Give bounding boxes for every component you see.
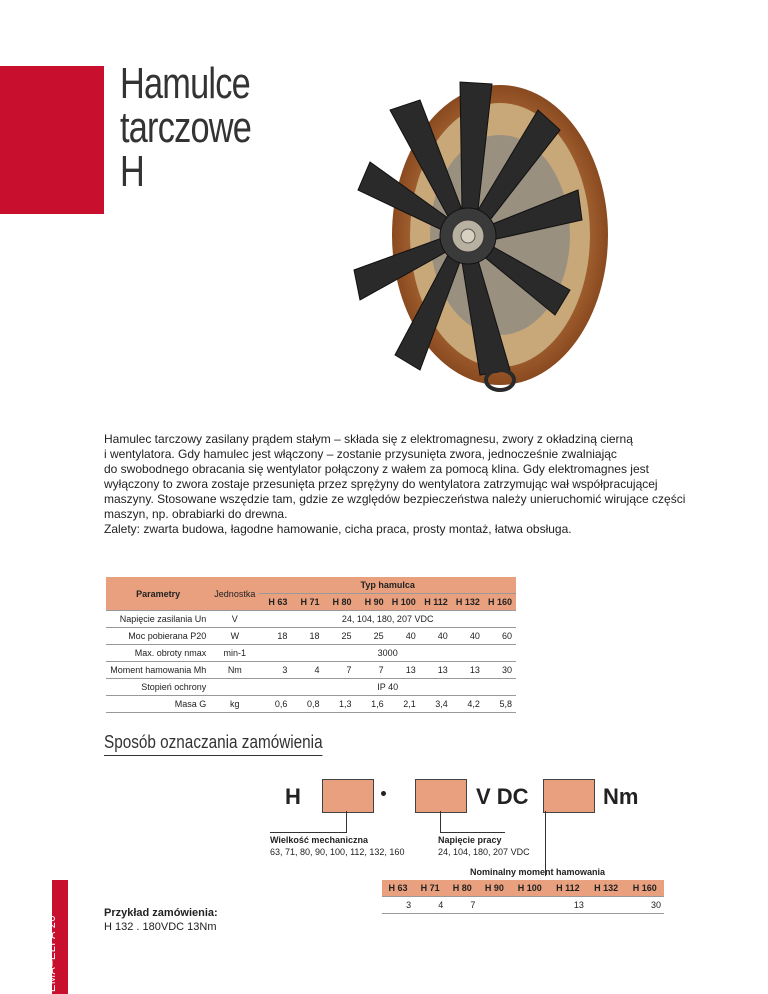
cell-value: 7	[324, 662, 356, 679]
torque-value	[510, 897, 549, 914]
code-prefix: H	[285, 784, 301, 809]
size-values: 63, 71, 80, 90, 100, 112, 132, 160	[270, 847, 405, 857]
torque-header-row	[382, 880, 664, 897]
cell-value: 13	[388, 662, 420, 679]
intro-line: Zalety: zwarta budowa, łagodne hamowanie, cicha praca, prosty montaż, łatwa obsługa.	[104, 522, 572, 536]
table-row	[106, 679, 516, 696]
size-label: Wielkość mechaniczna	[270, 835, 368, 845]
size-code-box	[322, 779, 374, 813]
type-header: H 63	[259, 594, 291, 611]
row-unit: W	[210, 628, 259, 645]
torque-value: 7	[446, 897, 478, 914]
intro-line: maszyn, np. obrabiarki do drewna.	[104, 507, 288, 521]
torque-value: 4	[414, 897, 446, 914]
cell-value: 0,8	[291, 696, 323, 713]
size-connector-underline	[270, 832, 347, 833]
cell-value: 40	[388, 628, 420, 645]
voltage-label: Napięcie pracy	[438, 835, 502, 845]
cell-value: 18	[291, 628, 323, 645]
torque-type: H 90	[478, 880, 510, 897]
example-value: H 132 . 180VDC 13Nm	[104, 921, 217, 933]
torque-table	[382, 880, 664, 914]
col-param-header: Parametry	[106, 577, 210, 611]
cell-value: 13	[420, 662, 452, 679]
code-nm: Nm	[603, 784, 639, 809]
torque-value: 3	[382, 897, 414, 914]
type-header: H 100	[388, 594, 420, 611]
separator-dot	[381, 791, 386, 796]
row-unit: V	[210, 611, 259, 628]
torque-type: H 71	[414, 880, 446, 897]
table-row	[106, 628, 516, 645]
torque-label: Nominalny moment hamowania	[470, 867, 606, 877]
cell-value: 13	[452, 662, 484, 679]
cell-value: 5,8	[484, 696, 516, 713]
cell-value: 40	[420, 628, 452, 645]
size-connector-line	[346, 811, 347, 833]
cell-value: 0,6	[259, 696, 291, 713]
side-label: EMA–ELFA 20	[46, 914, 58, 992]
voltage-connector-line	[440, 811, 441, 833]
type-header: H 112	[420, 594, 452, 611]
order-example	[104, 906, 218, 934]
table-row	[106, 645, 516, 662]
row-span-value: 24, 104, 180, 207 VDC	[259, 611, 516, 628]
torque-value	[587, 897, 626, 914]
cell-value: 4,2	[452, 696, 484, 713]
intro-line: wyłączony to zwora zostaje przesunięta przez sprężyny do wentylatora zatrzymując wał współpracującej	[104, 477, 658, 491]
intro-line: i wentylatora. Gdy hamulec jest włączony – zostanie przysunięta zwora, jednocześnie zwalniając	[104, 447, 617, 461]
row-span-value: IP 40	[259, 679, 516, 696]
cell-value: 1,6	[356, 696, 388, 713]
cell-value: 30	[484, 662, 516, 679]
cell-value: 18	[259, 628, 291, 645]
torque-type: H 160	[625, 880, 664, 897]
col-type-header: Typ hamulca	[259, 577, 516, 594]
torque-type: H 63	[382, 880, 414, 897]
brake-photo	[350, 70, 620, 400]
row-label: Max. obroty nmax	[106, 645, 210, 662]
row-label: Stopień ochrony	[106, 679, 210, 696]
page-title	[120, 59, 252, 196]
table-row	[106, 611, 516, 628]
row-label: Moc pobierana P20	[106, 628, 210, 645]
cell-value: 4	[291, 662, 323, 679]
table-row	[106, 662, 516, 679]
example-label: Przykład zamówienia:	[104, 907, 218, 919]
title-line-1: Hamulce	[120, 59, 250, 108]
intro-text	[104, 432, 694, 537]
row-label: Napięcie zasilania Un	[106, 611, 210, 628]
type-header: H 132	[452, 594, 484, 611]
cell-value: 1,3	[324, 696, 356, 713]
voltage-connector-underline	[440, 832, 505, 833]
cell-value: 25	[324, 628, 356, 645]
intro-line: Hamulec tarczowy zasilany prądem stałym – składa się z elektromagnesu, zwory z okładziną cierną	[104, 432, 633, 446]
torque-value	[478, 897, 510, 914]
torque-code-box	[543, 779, 595, 813]
spec-table	[106, 577, 516, 713]
type-header: H 90	[356, 594, 388, 611]
cell-value: 60	[484, 628, 516, 645]
torque-value: 30	[625, 897, 664, 914]
intro-line: maszyny. Stosowane wszędzie tam, gdzie ze względów bezpieczeństwa należy unieruchomić wirujące części	[104, 492, 686, 506]
row-label: Masa G	[106, 696, 210, 713]
row-unit: min-1	[210, 645, 259, 662]
title-line-3: H	[120, 147, 145, 196]
order-section-title: Sposób oznaczania zamówienia	[104, 732, 323, 756]
row-unit: kg	[210, 696, 259, 713]
cell-value: 3,4	[420, 696, 452, 713]
cell-value: 40	[452, 628, 484, 645]
torque-value-row	[382, 897, 664, 914]
intro-line: do swobodnego obracania się wentylator połączony z wałem za pomocą klina. Gdy elektromagnes jest	[104, 462, 649, 476]
row-label: Moment hamowania Mh	[106, 662, 210, 679]
cell-value: 7	[356, 662, 388, 679]
table-row	[106, 696, 516, 713]
spec-header-row	[106, 577, 516, 594]
voltage-code-box	[415, 779, 467, 813]
voltage-caption	[438, 834, 530, 858]
torque-type: H 100	[510, 880, 549, 897]
row-span-value: 3000	[259, 645, 516, 662]
torque-type: H 132	[587, 880, 626, 897]
voltage-values: 24, 104, 180, 207 VDC	[438, 847, 530, 857]
cell-value: 3	[259, 662, 291, 679]
title-line-2: tarczowe	[120, 103, 252, 152]
torque-type: H 112	[549, 880, 587, 897]
row-unit	[210, 679, 259, 696]
title-red-block	[0, 66, 104, 214]
code-vdc: V DC	[476, 784, 529, 809]
row-unit: Nm	[210, 662, 259, 679]
size-caption	[270, 834, 404, 858]
type-header: H 71	[291, 594, 323, 611]
torque-type: H 80	[446, 880, 478, 897]
type-header: H 160	[484, 594, 516, 611]
col-unit-header: Jednostka	[210, 577, 259, 611]
cell-value: 25	[356, 628, 388, 645]
type-header: H 80	[324, 594, 356, 611]
cell-value: 2,1	[388, 696, 420, 713]
torque-value: 13	[549, 897, 587, 914]
